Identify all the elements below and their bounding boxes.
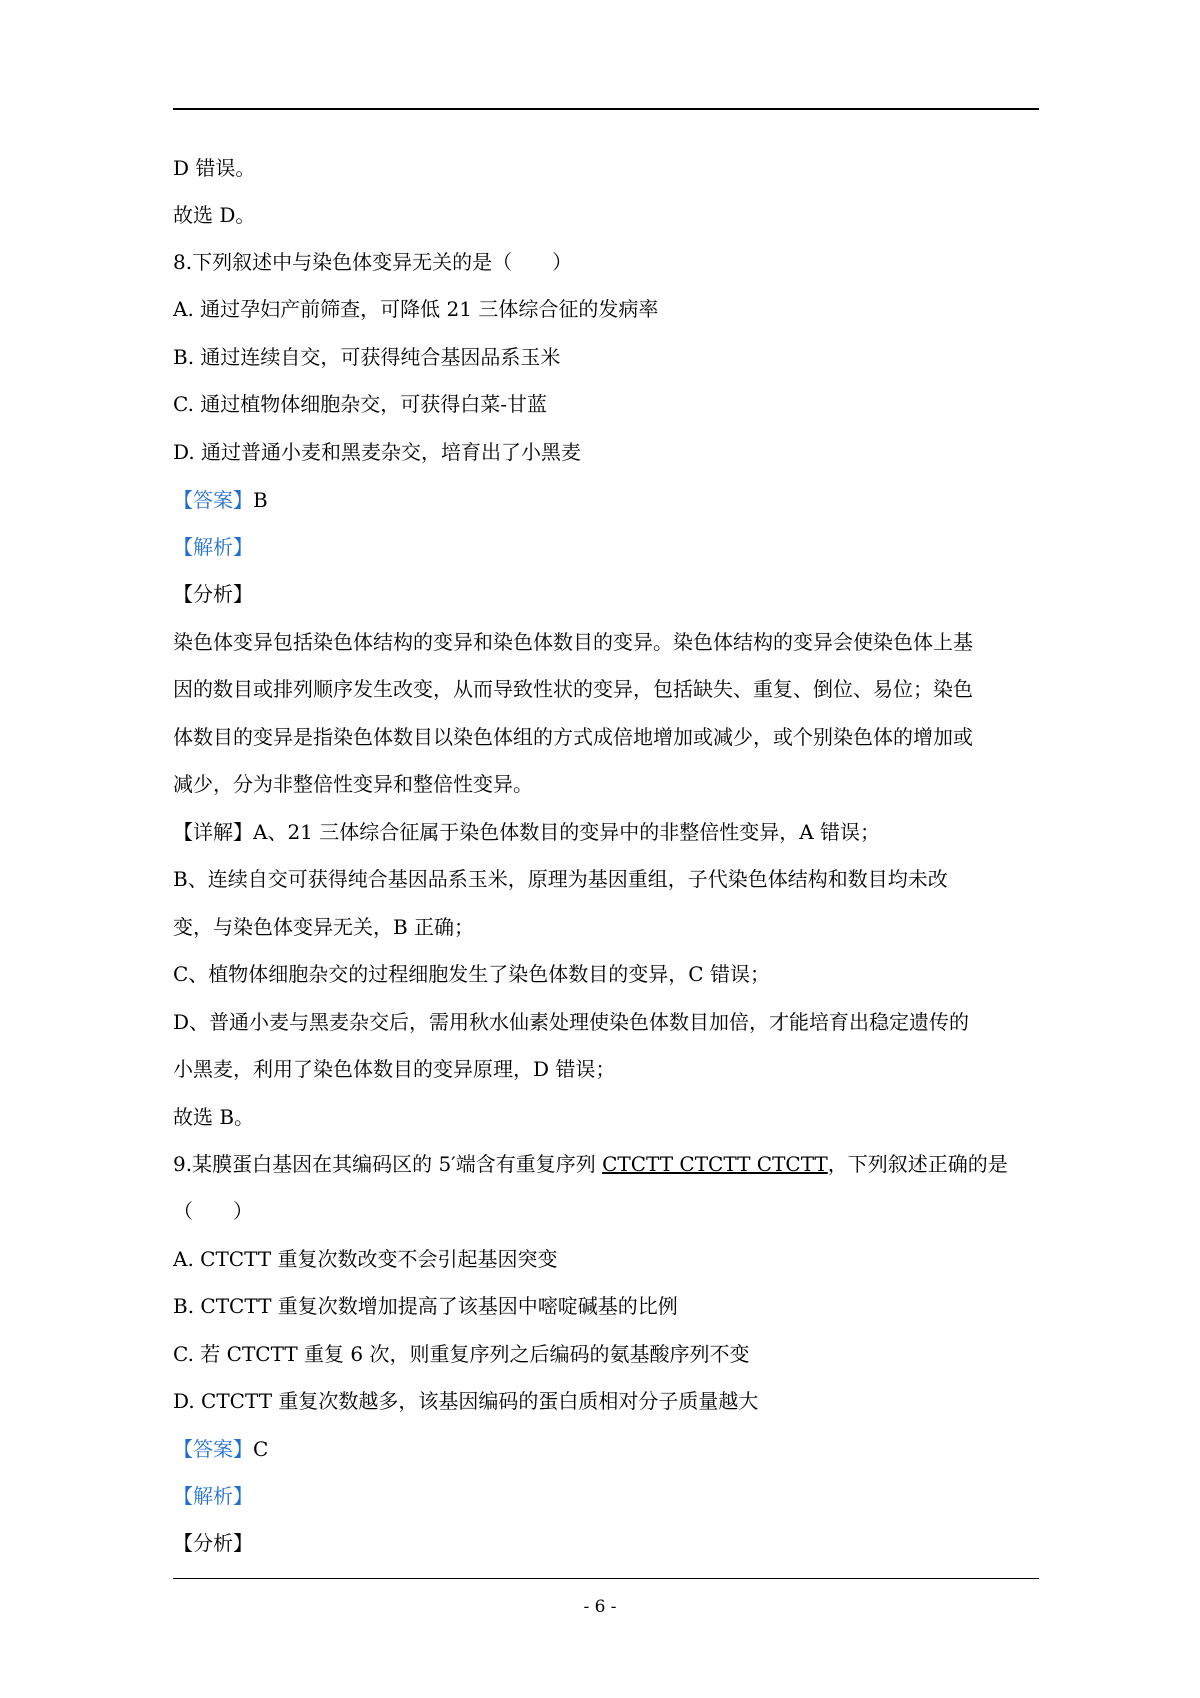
q9-answer-value: C bbox=[253, 1437, 269, 1461]
q8-detail-line: 小黑麦，利用了染色体数目的变异原理，D 错误； bbox=[173, 1057, 616, 1081]
q8-jiexi-label: 【解析】 bbox=[173, 535, 253, 559]
q9-option-d: D. CTCTT 重复次数越多，该基因编码的蛋白质相对分子质量越大 bbox=[173, 1389, 759, 1413]
q8-option-c: C. 通过植物体细胞杂交，可获得白菜-甘蓝 bbox=[173, 392, 548, 416]
q8-analysis-line: 体数目的变异是指染色体数目以染色体组的方式成倍地增加或减少，或个别染色体的增加或 bbox=[173, 725, 973, 749]
q8-answer-label: 【答案】 bbox=[173, 488, 253, 512]
q9-option-a: A. CTCTT 重复次数改变不会引起基因突变 bbox=[173, 1247, 558, 1271]
q8-detail-line: 【详解】A、21 三体综合征属于染色体数目的变异中的非整倍性变异，A 错误； bbox=[173, 820, 881, 844]
q8-fenxi-label: 【分析】 bbox=[173, 582, 253, 606]
prev-choice: 故选 D。 bbox=[173, 203, 256, 227]
q9-stem-pre: 9.某膜蛋白基因在其编码区的 5′端含有重复序列 bbox=[173, 1152, 603, 1176]
q8-analysis-line: 减少，分为非整倍性变异和整倍性变异。 bbox=[173, 772, 533, 796]
q9-option-c: C. 若 CTCTT 重复 6 次，则重复序列之后编码的氨基酸序列不变 bbox=[173, 1342, 750, 1366]
q9-stem-sequence: CTCTT CTCTT CTCTT bbox=[602, 1152, 828, 1176]
footer-rule bbox=[173, 1578, 1039, 1579]
q9-jiexi-label: 【解析】 bbox=[173, 1484, 253, 1508]
q8-analysis-line: 因的数目或排列顺序发生改变，从而导致性状的变异，包括缺失、重复、倒位、易位；染色 bbox=[173, 677, 973, 701]
q8-stem: 8.下列叙述中与染色体变异无关的是（ ） bbox=[173, 250, 573, 274]
q9-stem-paren: （ ） bbox=[173, 1199, 253, 1223]
q8-detail-line: 变，与染色体变异无关，B 正确； bbox=[173, 915, 475, 939]
q9-answer-label: 【答案】 bbox=[173, 1437, 253, 1461]
q8-answer bbox=[173, 488, 1039, 512]
header-rule bbox=[173, 108, 1039, 110]
q8-detail-line: 故选 B。 bbox=[173, 1105, 255, 1129]
prev-answer-tail: D 错误。 bbox=[173, 156, 256, 180]
q9-stem-post: ，下列叙述正确的是 bbox=[827, 1152, 1008, 1176]
q8-analysis-line: 染色体变异包括染色体结构的变异和染色体数目的变异。染色体结构的变异会使染色体上基 bbox=[173, 630, 973, 654]
q8-option-a: A. 通过孕妇产前筛查，可降低 21 三体综合征的发病率 bbox=[173, 297, 659, 321]
q9-stem bbox=[173, 1152, 1039, 1176]
q8-option-d: D. 通过普通小麦和黑麦杂交，培育出了小黑麦 bbox=[173, 440, 582, 464]
q9-option-b: B. CTCTT 重复次数增加提高了该基因中嘧啶碱基的比例 bbox=[173, 1294, 678, 1318]
q8-answer-value: B bbox=[253, 488, 268, 512]
page-number: - 6 - bbox=[583, 1597, 617, 1617]
q8-detail-line: D、普通小麦与黑麦杂交后，需用秋水仙素处理使染色体数目加倍，才能培育出稳定遗传的 bbox=[173, 1010, 970, 1034]
q9-fenxi-label: 【分析】 bbox=[173, 1531, 253, 1555]
q8-detail-line: B、连续自交可获得纯合基因品系玉米，原理为基因重组，子代染色体结构和数目均未改 bbox=[173, 867, 948, 891]
q9-answer bbox=[173, 1437, 1039, 1461]
q8-option-b: B. 通过连续自交，可获得纯合基因品系玉米 bbox=[173, 345, 561, 369]
q8-detail-line: C、植物体细胞杂交的过程细胞发生了染色体数目的变异，C 错误； bbox=[173, 962, 770, 986]
